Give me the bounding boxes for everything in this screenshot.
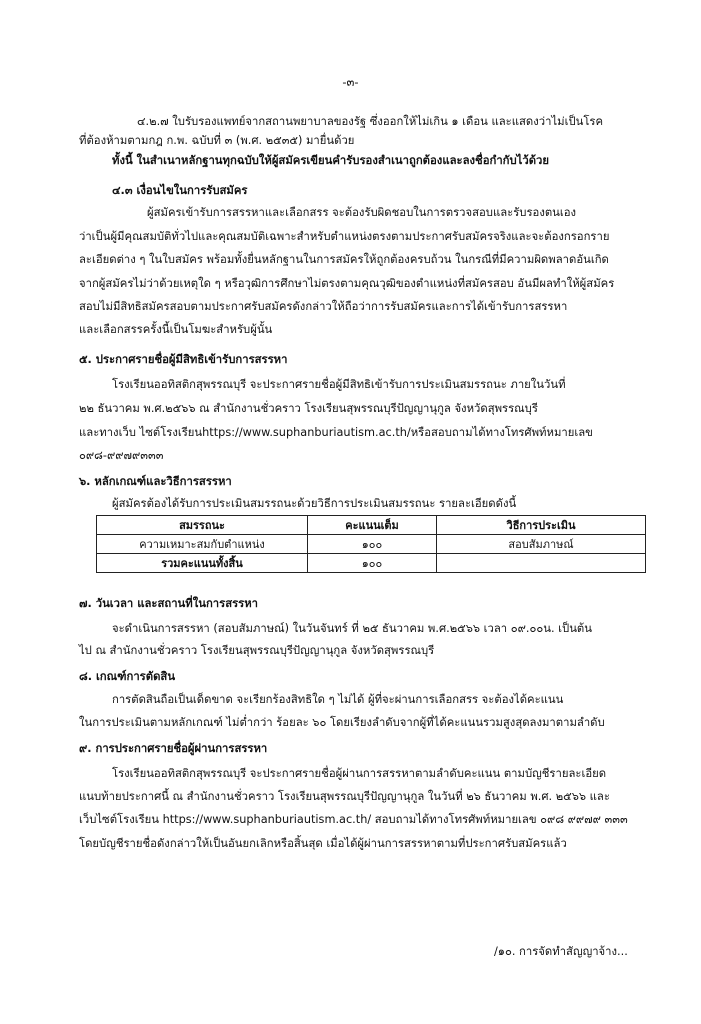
s9-heading: ๙. การประกาศรายชื่อผู้ผ่านการสรรหา [79, 742, 268, 755]
s43-line-4: จากผู้สมัครไม่ว่าด้วยเหตุใด ๆ หรือวุฒิการศึกษาไม่ตรงตามคุณวุฒิของตำแหน่งที่สมัครสอบ อันมีผลทำให้ผู้สมัคร [79, 277, 615, 290]
cell-total-empty [437, 554, 646, 573]
footer-next-section: /๑๐. การจัดทำสัญญาจ้าง... [494, 945, 628, 958]
s43-heading: ๔.๓ เงื่อนไขในการรับสมัคร [112, 184, 248, 197]
cell-total-label: รวมคะแนนทั้งสิ้น [97, 554, 308, 573]
s8-heading: ๘. เกณฑ์การตัดสิน [79, 670, 176, 683]
col-header-competency: สมรรถนะ [97, 516, 308, 535]
cell-full-score: ๑๐๐ [308, 535, 437, 554]
s43-line-1: ผู้สมัครเข้ารับการสรรหาและเลือกสรร จะต้องรับผิดชอบในการตรวจสอบและรับรองตนเอง [147, 206, 577, 219]
s5-heading: ๕. ประกาศรายชื่อผู้มีสิทธิเข้ารับการสรรหา [79, 353, 288, 366]
criteria-table [96, 515, 646, 573]
s9-line-1: โรงเรียนออทิสติกสุพรรณบุรี จะประกาศรายชื่อผู้ผ่านการสรรหาตามลำดับคะแนน ตามบัญชีรายละเอียด [112, 767, 607, 780]
cell-total-value: ๑๐๐ [308, 554, 437, 573]
cell-competency: ความเหมาะสมกับตำแหน่ง [97, 535, 308, 554]
s427-line-2: ที่ต้องห้ามตามกฎ ก.พ. ฉบับที่ ๓ (พ.ศ. ๒๕๓๕) มายื่นด้วย [79, 134, 355, 147]
s5-line-3: และทางเว็บ ไซต์โรงเรียนhttps://www.suphanburiautism.ac.th/หรือสอบถามได้ทางโทรศัพท์หมายเลข [79, 426, 593, 439]
s7-heading: ๗. วันเวลา และสถานที่ในการสรรหา [79, 597, 259, 610]
s43-line-6: และเลือกสรรครั้งนี้เป็นโมฆะสำหรับผู้นั้น [79, 323, 273, 336]
s6-intro: ผู้สมัครต้องได้รับการประเมินสมรรถนะด้วยวิธีการประเมินสมรรถนะ รายละเอียดดังนี้ [112, 497, 517, 510]
s7-line-1: จะดำเนินการสรรหา (สอบสัมภาษณ์) ในวันจันทร์ ที่ ๒๕ ธันวาคม พ.ศ.๒๕๖๖ เวลา ๐๙.๐๐น. เป็นต้น [112, 622, 592, 635]
s7-line-2: ไป ณ สำนักงานชั่วคราว โรงเรียนสุพรรณบุรีปัญญานุกูล จังหวัดสุพรรณบุรี [79, 644, 435, 657]
s43-line-3: ละเอียดต่าง ๆ ในใบสมัคร พร้อมทั้งยื่นหลักฐานในการสมัครให้ถูกต้องครบถ้วน ในกรณีที่มีความผิดพลาดอันเกิด [79, 253, 609, 266]
s8-line-2: ในการประเมินตามหลักเกณฑ์ ไม่ต่ำกว่า ร้อยละ ๖๐ โดยเรียงลำดับจากผู้ที่ได้คะแนนรวมสูงสุดลงมาตามลำดับ [79, 716, 605, 729]
s5-line-1: โรงเรียนออทิสติกสุพรรณบุรี จะประกาศรายชื่อผู้มีสิทธิเข้ารับการประเมินสมรรถนะ ภายในวันที่ [112, 378, 566, 391]
table-total-row [97, 554, 646, 573]
s5-line-2: ๒๒ ธันวาคม พ.ศ.๒๕๖๖ ณ สำนักงานชั่วคราว โรงเรียนสุพรรณบุรีปัญญานุกูล จังหวัดสุพรรณบุรี [79, 402, 538, 415]
s43-line-2: ว่าเป็นผู้มีคุณสมบัติทั่วไปและคุณสมบัติเฉพาะสำหรับตำแหน่งตรงตามประกาศรับสมัครจริงและจะต้องกรอกราย [79, 230, 610, 243]
s5-line-4: ๐๙๘-๙๙๗๙๓๓๓ [79, 449, 164, 462]
cell-method: สอบสัมภาษณ์ [437, 535, 646, 554]
col-header-method: วิธีการประเมิน [437, 516, 646, 535]
s9-line-4: โดยบัญชีรายชื่อดังกล่าวให้เป็นอันยกเลิกหรือสิ้นสุด เมื่อได้ผู้ผ่านการสรรหาตามที่ประกาศรับสมัครแล้ว [79, 837, 567, 850]
s9-line-2: แนบท้ายประกาศนี้ ณ สำนักงานชั่วคราว โรงเรียนสุพรรณบุรีปัญญานุกูล ในวันที่ ๒๖ ธันวาคม พ.ศ. ๒๕๖๖ และ [79, 790, 610, 803]
s43-line-5: สอบไม่มีสิทธิสมัครสอบตามประกาศรับสมัครดังกล่าวให้ถือว่าการรับสมัครและการได้เข้ารับการสรรหา [79, 300, 568, 313]
s6-heading: ๖. หลักเกณฑ์และวิธีการสรรหา [79, 475, 232, 488]
criteria-table-header [97, 516, 646, 535]
s427-note: ทั้งนี้ ในสำเนาหลักฐานทุกฉบับให้ผู้สมัครเขียนคำรับรองสำเนาถูกต้องและลงชื่อกำกับไว้ด้วย [112, 154, 549, 167]
col-header-full-score: คะแนนเต็ม [308, 516, 437, 535]
s8-line-1: การตัดสินถือเป็นเด็ดขาด จะเรียกร้องสิทธิใด ๆ ไม่ได้ ผู้ที่จะผ่านการเลือกสรร จะต้องได้คะแนน [112, 693, 564, 706]
s427-line-1: ๔.๒.๗ ใบรับรองแพทย์จากสถานพยาบาลของรัฐ ซึ่งออกให้ไม่เกิน ๑ เดือน และแสดงว่าไม่เป็นโรค [137, 115, 604, 128]
s9-line-3: เว็บไซต์โรงเรียน https://www.suphanburiautism.ac.th/ สอบถามได้ทางโทรศัพท์หมายเลข ๐๙๘ ๙๙๗๙ ๓๓๓ [79, 813, 628, 826]
table-row [97, 535, 646, 554]
page-number: -๓- [342, 75, 359, 89]
